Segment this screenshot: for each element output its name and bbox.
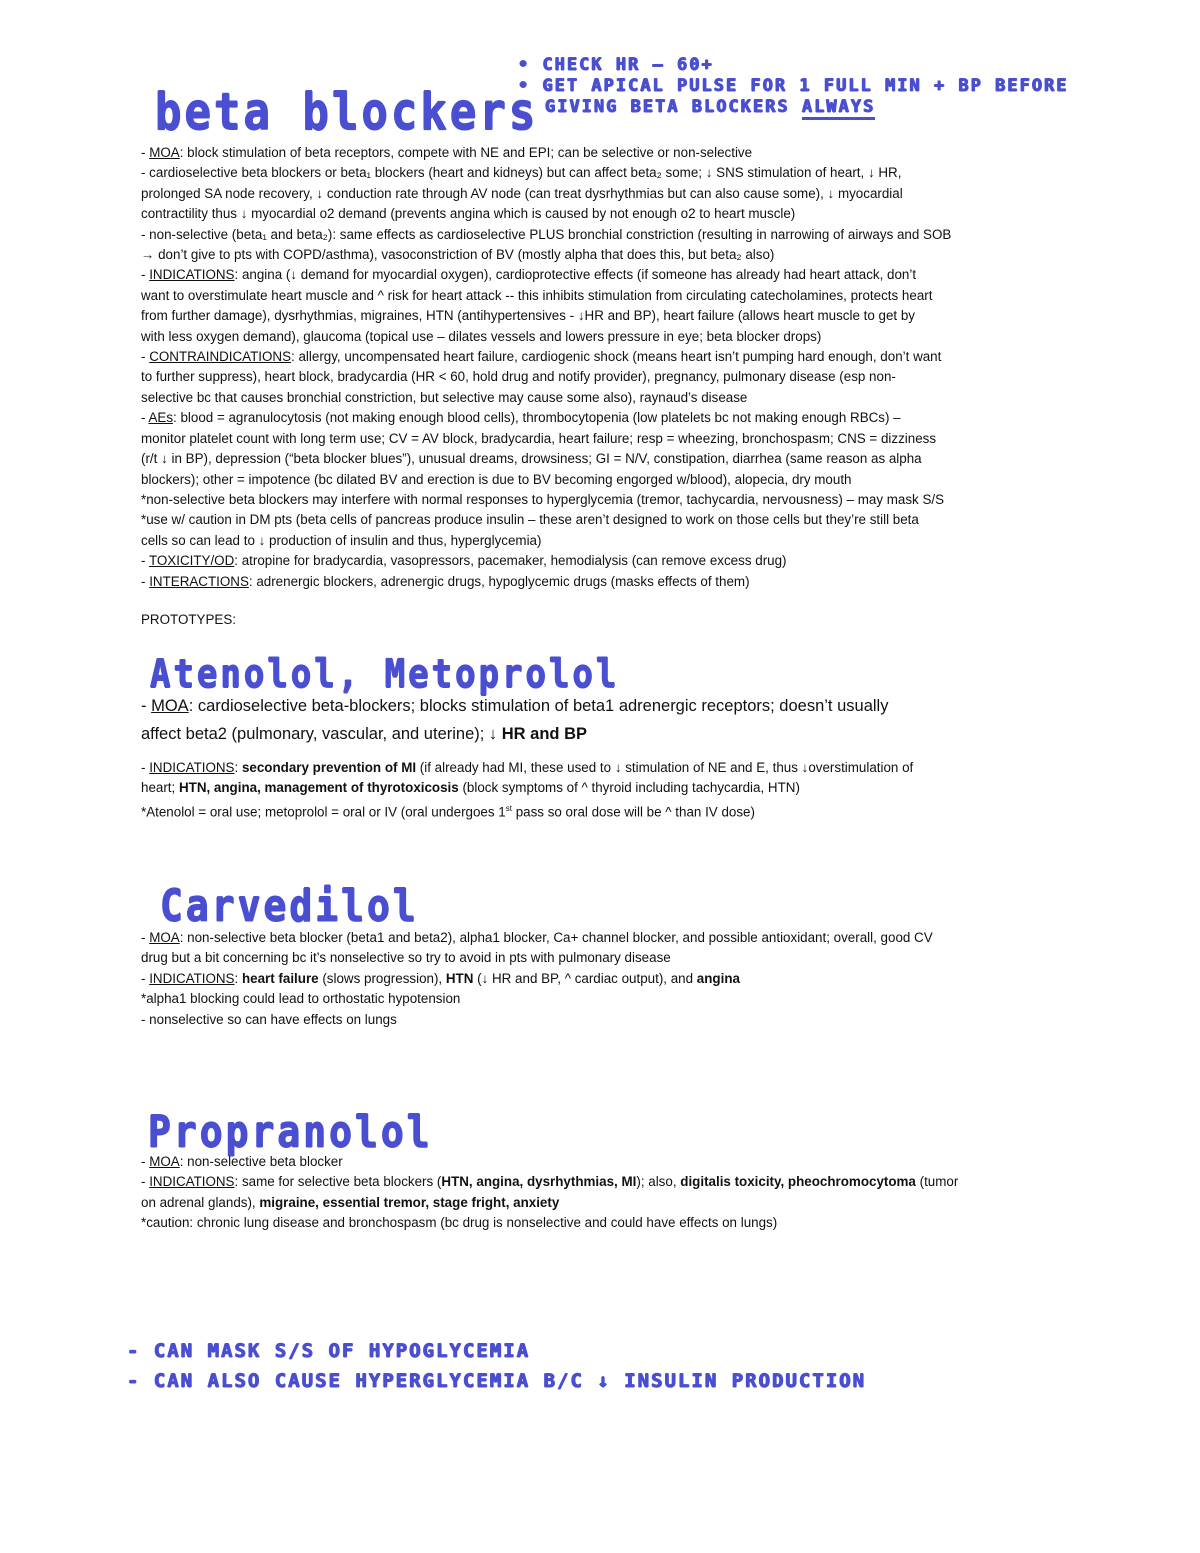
propranolol-indications-line: - INDICATIONS: same for selective beta blockers (HTN, angina, dysrhythmias, MI); also, digitalis toxicity, pheochromocytoma (tumor — [141, 1174, 959, 1190]
text-line: *caution: chronic lung disease and bronchospasm (bc drug is nonselective and could have effects on lungs) — [141, 1215, 778, 1231]
propranolol-section — [141, 1152, 1066, 1234]
carvedilol-title: Carvedilol — [160, 880, 419, 932]
atenolol-indications-line: - INDICATIONS: secondary prevention of MI (if already had MI, these used to ↓ stimulation of NE and E, thus ↓overstimulation of — [141, 760, 914, 775]
text-line: want to overstimulate heart muscle and ^ risk for heart attack -- this inhibits stimulation from circulating catecholamines, protects heart — [141, 287, 933, 303]
atenolol-indications-line-2: heart; HTN, angina, management of thyrotoxicosis (block symptoms of ^ thyroid including tachycardia, HTN) — [141, 780, 800, 796]
propranolol-title: Propranolol — [148, 1106, 433, 1158]
carvedilol-section — [141, 928, 1066, 1030]
side-note-line1: • CHECK HR – 60+ — [518, 55, 714, 75]
text-line: drug but a bit concerning bc it’s nonselective so try to avoid in pts with pulmonary disease — [141, 950, 671, 966]
text-line: monitor platelet count with long term use; CV = AV block, bradycardia, heart failure; resp = wheezing, bronchospasm; CNS = dizziness — [141, 430, 937, 446]
contraindications-line: - CONTRAINDICATIONS: allergy, uncompensated heart failure, cardiogenic shock (means heart isn’t pumping hard enough, don’t want — [141, 349, 942, 365]
text-line: - nonselective so can have effects on lungs — [141, 1011, 397, 1027]
text-line: → don’t give to pts with COPD/asthma), vasoconstriction of BV (mostly alpha that does this, but beta₂ also) — [141, 247, 775, 263]
atenolol-note: *Atenolol = oral use; metoprolol = oral or IV (oral undergoes 1st pass so oral dose will be ^ than IV dose) — [141, 803, 755, 820]
carvedilol-moa-line: - MOA: non-selective beta blocker (beta1 and beta2), alpha1 blocker, Ca+ channel blocker, and possible antioxidant; overall, good CV — [141, 930, 933, 945]
text-line: *non-selective beta blockers may interfere with normal responses to hyperglycemia (tremor, tachycardia, nervousness) – may mask S/S — [141, 491, 945, 507]
text-line: prolonged SA node recovery, ↓ conduction rate through AV node (can treat dysrhythmias but can also cause some), ↓ myocardial — [141, 185, 903, 201]
side-note-line3: GIVING BETA BLOCKERS ALWAYS — [545, 97, 875, 117]
bottom-note-line1: - CAN MASK S/S OF HYPOGLYCEMIA — [127, 1340, 531, 1362]
page-title: beta blockers — [155, 83, 539, 143]
text-line: contractility thus ↓ myocardial o2 demand (prevents angina which is caused by not enough o2 to heart muscle) — [141, 206, 796, 222]
interactions-line: - INTERACTIONS: adrenergic blockers, adrenergic drugs, hypoglycemic drugs (masks effects of them) — [141, 573, 750, 589]
atenolol-title: Atenolol, Metoprolol — [150, 651, 620, 698]
text-line: (r/t ↓ in BP), depression (“beta blocker blues”), unusual dreams, drowsiness; GI = N/V, constipation, diarrhea (same reason as alpha — [141, 451, 922, 467]
moa-line: - MOA: block stimulation of beta receptors, compete with NE and EPI; can be selective or non-selective — [141, 145, 753, 160]
aes-line: - AEs: blood = agranulocytosis (not making enough blood cells), thrombocytopenia (low platelets bc not making enough RBCs) – — [141, 410, 901, 426]
atenolol-section — [141, 692, 1066, 823]
general-section — [141, 143, 1066, 592]
always-emphasis: ALWAYS — [802, 97, 875, 120]
text-line: to further suppress), heart block, bradycardia (HR < 60, hold drug and notify provider), pregnancy, pulmonary disease (esp non- — [141, 369, 896, 385]
text-line: from further damage), dysrhythmias, migraines, HTN (antihypertensives - ↓HR and BP), heart failure (allows heart muscle to get by — [141, 308, 915, 324]
text-line: with less oxygen demand), glaucoma (topical use – dilates vessels and lowers pressure in eye; beta blocker drops) — [141, 328, 822, 344]
indications-line: - INDICATIONS: angina (↓ demand for myocardial oxygen), cardioprotective effects (if someone has already had heart attack, don’t — [141, 267, 917, 283]
carvedilol-indications-line: - INDICATIONS: heart failure (slows progression), HTN (↓ HR and BP, ^ cardiac output), and angina — [141, 970, 740, 986]
propranolol-moa-line: - MOA: non-selective beta blocker — [141, 1154, 343, 1169]
text-line: - non-selective (beta₁ and beta₂): same effects as cardioselective PLUS bronchial constriction (resulting in narrowing of airways and SOB — [141, 226, 952, 242]
prototypes-label: PROTOTYPES: — [141, 612, 236, 627]
text-line: cells so can lead to ↓ production of insulin and thus, hyperglycemia) — [141, 532, 542, 548]
text-line: *alpha1 blocking could lead to orthostatic hypotension — [141, 991, 461, 1007]
text-line: blockers); other = impotence (bc dilated BV and erection is due to BV becoming engorged w/blood), alopecia, dry mouth — [141, 471, 852, 487]
text-line: selective bc that causes bronchial constriction, but selective may cause some also), raynaud’s disease — [141, 389, 748, 405]
toxicity-line: - TOXICITY/OD: atropine for bradycardia, vasopressors, pacemaker, hemodialysis (can remove excess drug) — [141, 553, 787, 569]
text-line: *use w/ caution in DM pts (beta cells of pancreas produce insulin – these aren’t designed to work on those cells but they’re still beta — [141, 512, 919, 528]
propranolol-indications-line-2: on adrenal glands), migraine, essential tremor, stage fright, anxiety — [141, 1194, 560, 1210]
atenolol-moa-line: - MOA: cardioselective beta-blockers; blocks stimulation of beta1 adrenergic receptors; doesn’t usually — [141, 697, 889, 715]
bottom-note-line2: - CAN ALSO CAUSE HYPERGLYCEMIA B/C ↓ INSULIN PRODUCTION — [127, 1370, 867, 1392]
side-note-line2: • GET APICAL PULSE FOR 1 FULL MIN + BP BEFORE — [518, 76, 1069, 96]
text-line: - cardioselective beta blockers or beta₁ blockers (heart and kidneys) but can affect beta₂ some; ↓ SNS stimulation of heart, ↓ HR, — [141, 165, 902, 181]
atenolol-moa-line-2: affect beta2 (pulmonary, vascular, and uterine); ↓ HR and BP — [141, 725, 588, 743]
